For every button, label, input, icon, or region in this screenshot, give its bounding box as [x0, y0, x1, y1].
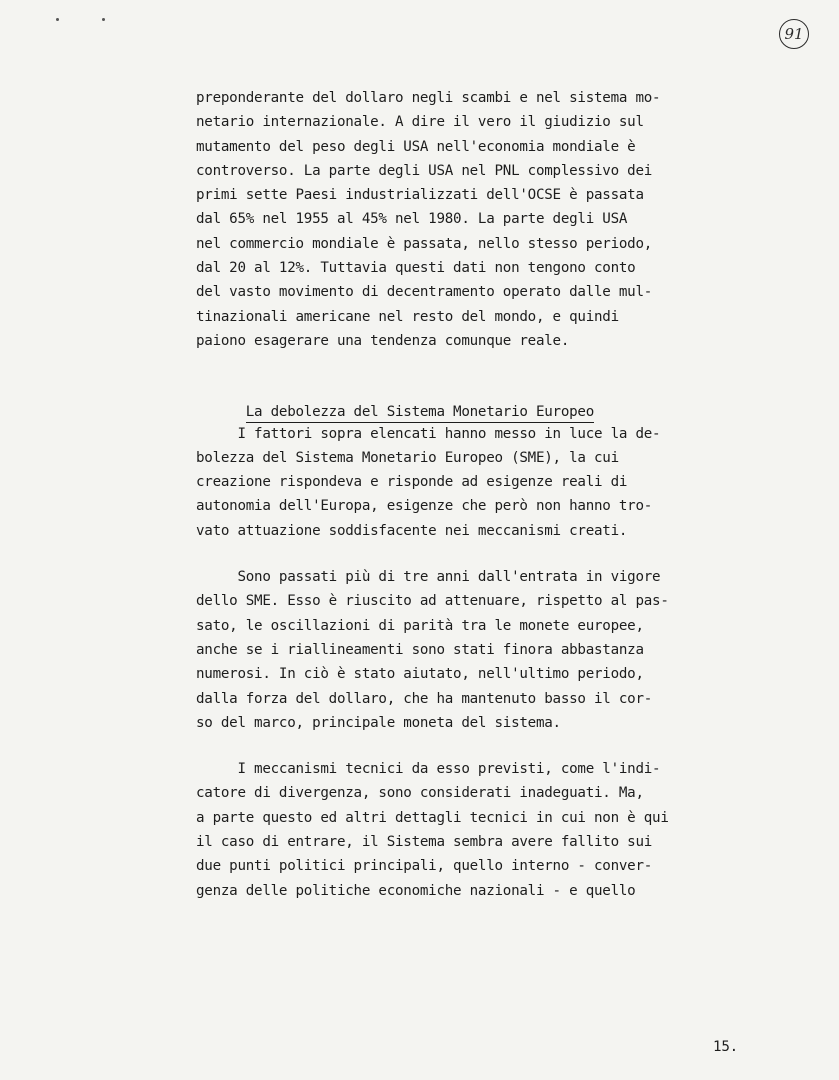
- body-text: [196, 86, 756, 903]
- text-line: nel commercio mondiale è passata, nello stesso periodo,: [196, 235, 653, 252]
- text-line: del vasto movimento di decentramento operato dalle mul-: [196, 284, 653, 301]
- text-line: numerosi. In ciò è stato aiutato, nell'ultimo periodo,: [196, 666, 644, 683]
- text-line: dal 65% nel 1955 al 45% nel 1980. La parte degli USA: [196, 211, 628, 228]
- text-line: dello SME. Esso è riuscito ad attenuare, rispetto al pas-: [196, 593, 669, 610]
- text-line: netario internazionale. A dire il vero il giudizio sul: [196, 114, 644, 131]
- text-line: vato attuazione soddisfacente nei meccanismi creati.: [196, 522, 628, 539]
- text-line: sato, le oscillazioni di parità tra le monete europee,: [196, 617, 644, 634]
- text-line: I fattori sopra elencati hanno messo in luce la de-: [196, 425, 661, 442]
- text-line: genza delle politiche economiche nazionali - e quello: [196, 882, 636, 899]
- paragraph-1: [196, 86, 756, 353]
- stamp-label: 91: [784, 25, 804, 43]
- text-line: anche se i riallineamenti sono stati finora abbastanza: [196, 641, 644, 658]
- section-heading-text: La debolezza del Sistema Monetario Europeo: [246, 404, 594, 423]
- paragraph-3: [196, 565, 756, 735]
- text-line: paiono esagerare una tendenza comunque reale.: [196, 332, 570, 349]
- text-line: primi sette Paesi industrializzati dell'OCSE è passata: [196, 187, 644, 204]
- paragraph-2: [196, 422, 756, 543]
- text-line: autonomia dell'Europa, esigenze che però non hanno tro-: [196, 498, 653, 515]
- text-line: dalla forza del dollaro, che ha mantenuto basso il cor-: [196, 690, 653, 707]
- text-line: catore di divergenza, sono considerati inadeguati. Ma,: [196, 785, 644, 802]
- text-line: bolezza del Sistema Monetario Europeo (SME), la cui: [196, 449, 619, 466]
- text-line: il caso di entrare, il Sistema sembra avere fallito sui: [196, 834, 653, 851]
- text-line: a parte questo ed altri dettagli tecnici in cui non è qui: [196, 809, 669, 826]
- paragraph-4: [196, 757, 756, 903]
- page-number: 15.: [713, 1039, 739, 1055]
- page-stamp: [779, 19, 809, 49]
- text-line: so del marco, principale moneta del sistema.: [196, 714, 561, 731]
- text-line: due punti politici principali, quello interno - conver-: [196, 858, 653, 875]
- section-heading: [196, 375, 756, 420]
- text-line: dal 20 al 12%. Tuttavia questi dati non tengono conto: [196, 260, 636, 277]
- text-line: Sono passati più di tre anni dall'entrata in vigore: [196, 569, 661, 586]
- text-line: preponderante del dollaro negli scambi e nel sistema mo-: [196, 90, 661, 106]
- text-line: I meccanismi tecnici da esso previsti, come l'indi-: [196, 761, 661, 778]
- text-line: tinazionali americane nel resto del mondo, e quindi: [196, 308, 619, 325]
- text-line: creazione rispondeva e risponde ad esigenze reali di: [196, 474, 628, 491]
- text-line: mutamento del peso degli USA nell'economia mondiale è: [196, 138, 636, 155]
- text-line: controverso. La parte degli USA nel PNL complessivo dei: [196, 162, 653, 179]
